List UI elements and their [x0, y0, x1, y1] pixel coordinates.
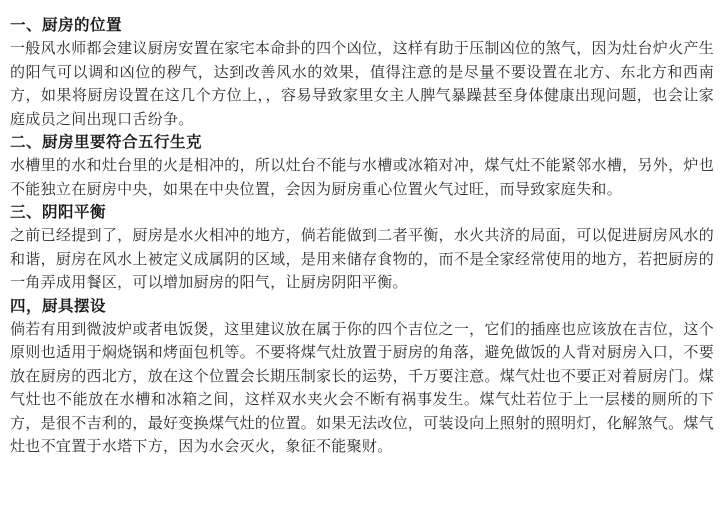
section-kitchen-location: [10, 14, 714, 131]
article-body: [10, 14, 714, 459]
section-five-elements: [10, 131, 714, 201]
section-paragraph: 水槽里的水和灶台里的火是相冲的，所以灶台不能与水槽或冰箱对冲，煤气灶不能紧邻水槽，另外，炉也不能独立在厨房中央，如果在中央位置，会因为厨房重心位置火气过旺，而导致家庭失和。: [10, 156, 714, 198]
section-heading: 三、阴阳平衡: [10, 203, 107, 221]
section-paragraph: 倘若有用到微波炉或者电饭煲，这里建议放在属于你的四个吉位之一，它们的插座也应该放在吉位，这个原则也适用于焖烧锅和烤面包机等。不要将煤气灶放置于厨房的角落，避免做饭的人背对厨房入口，不要放在厨房的西北方，放在这个位置会长期压制家长的运势，千万要注意。煤气灶也不要正对着厨房门。煤气灶也不能放在水槽和冰箱之间，这样双水夹火会不断有祸事发生。煤气灶若位于上一层楼的厕所的下方，是很不吉利的，最好变换煤气灶的位置。如果无法改位，可装设向上照射的照明灯，化解煞气。煤气灶也不宜置于水塔下方，因为水会灭火，象征不能聚财。: [10, 319, 714, 455]
section-heading: 四，厨具摆设: [10, 296, 107, 315]
section-kitchenware-placement: [10, 295, 714, 459]
section-paragraph: 之前已经提到了，厨房是水火相冲的地方，倘若能做到二者平衡，水火共济的局面，可以促进厨房风水的和谐，厨房在风水上被定义成属阴的区域，是用来储存食物的，而不是全家经常使用的地方，若把厨房的一角弄成用餐区，可以增加厨房的阳气，让厨房阴阳平衡。: [10, 226, 714, 291]
section-paragraph: 一般风水师都会建议厨房安置在家宅本命卦的四个凶位，这样有助于压制凶位的煞气，因为灶台炉火产生的阳气可以调和凶位的秽气，达到改善风水的效果，值得注意的是尽量不要设置在北方、东北方和西南方，如果将厨房设置在这几个方位上，，容易导致家里女主人脾气暴躁甚至身体健康出现问题，也会让家庭成员之间出现口舌纷争。: [10, 39, 714, 128]
section-heading: 二、厨房里要符合五行生克: [10, 133, 203, 151]
section-yin-yang-balance: [10, 201, 714, 295]
section-heading: 一、厨房的位置: [10, 16, 123, 34]
